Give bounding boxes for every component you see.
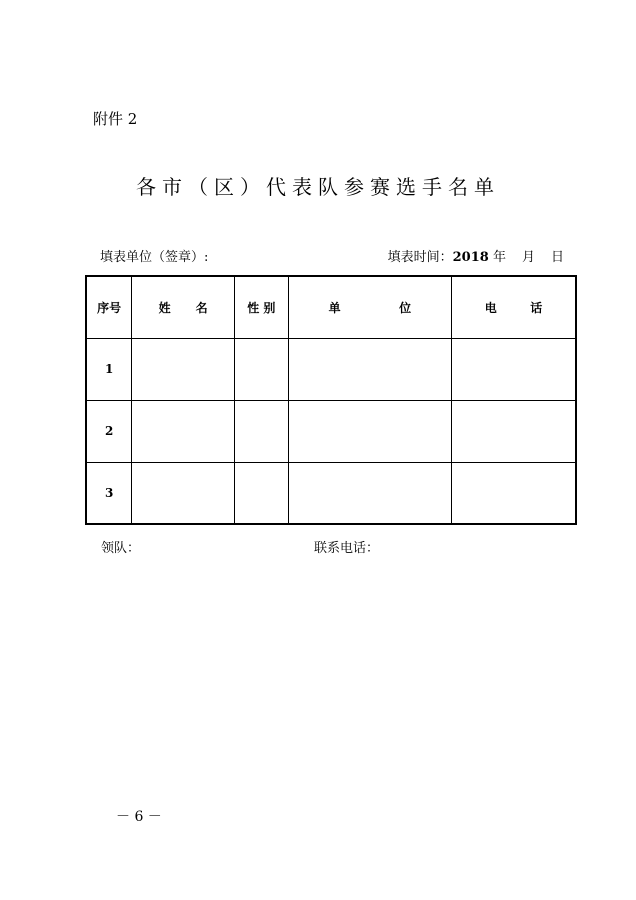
table-row xyxy=(86,400,576,462)
day-char: 日 xyxy=(550,250,564,265)
row-index: 2 xyxy=(86,400,132,462)
page-title: 各市（区）代表队参赛选手名单 xyxy=(136,175,500,199)
row-index: 3 xyxy=(86,462,132,524)
table-row xyxy=(86,338,576,400)
phone-cell[interactable] xyxy=(452,462,576,524)
header-gender: 性 别 xyxy=(234,276,288,338)
unit-cell[interactable] xyxy=(288,338,451,400)
name-cell[interactable] xyxy=(132,338,235,400)
fill-unit-label: 填表单位（签章）: xyxy=(100,250,209,265)
unit-cell[interactable] xyxy=(288,400,451,462)
leader-label: 领队： xyxy=(101,541,141,556)
header-phone: 电 话 xyxy=(452,276,576,338)
month-char: 月 xyxy=(521,250,535,265)
roster-table xyxy=(85,275,577,525)
fill-time xyxy=(388,246,564,265)
year-char: 年 xyxy=(492,250,506,265)
header-name: 姓 名 xyxy=(132,276,235,338)
row-index: 1 xyxy=(86,338,132,400)
unit-cell[interactable] xyxy=(288,462,451,524)
gender-cell[interactable] xyxy=(234,338,288,400)
fill-year: 2018 xyxy=(452,250,489,265)
fill-time-label: 填表时间： xyxy=(387,250,453,265)
phone-cell[interactable] xyxy=(452,338,576,400)
header-unit: 单 位 xyxy=(288,276,451,338)
phone-cell[interactable] xyxy=(452,400,576,462)
name-cell[interactable] xyxy=(132,400,235,462)
contact-phone-label: 联系电话： xyxy=(314,541,380,556)
page-number: － 6 － xyxy=(116,809,162,825)
attachment-label: 附件 2 xyxy=(93,110,138,128)
header-index: 序号 xyxy=(86,276,132,338)
gender-cell[interactable] xyxy=(234,462,288,524)
name-cell[interactable] xyxy=(132,462,235,524)
table-header-row xyxy=(86,276,576,338)
gender-cell[interactable] xyxy=(234,400,288,462)
table-row xyxy=(86,462,576,524)
